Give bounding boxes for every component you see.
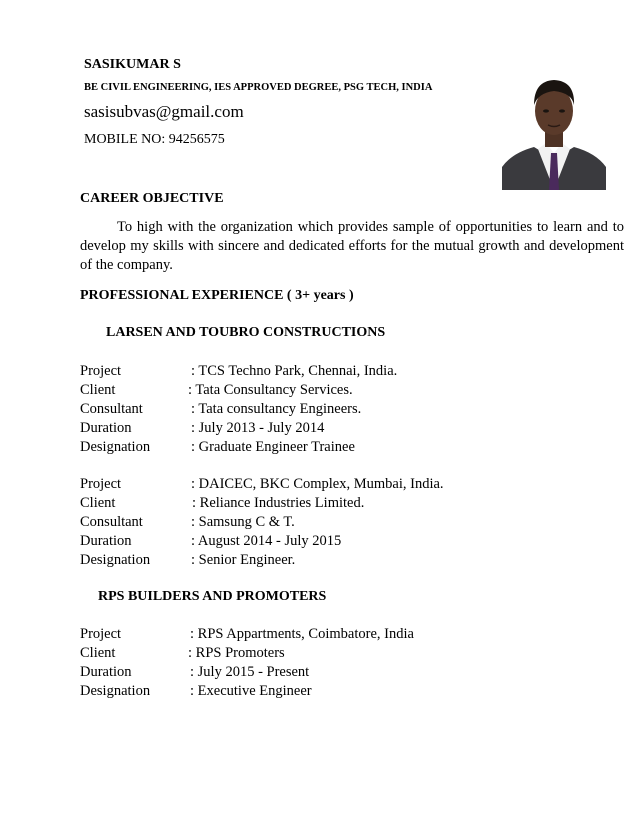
project-value: : TCS Techno Park, Chennai, India. — [191, 363, 398, 379]
consultant-label: Consultant — [80, 401, 143, 417]
designation-value: : Executive Engineer — [190, 683, 312, 699]
client-value: : Reliance Industries Limited. — [192, 495, 365, 511]
company-name: LARSEN AND TOUBRO CONSTRUCTIONS — [106, 325, 386, 340]
consultant-label: Consultant — [80, 514, 143, 530]
designation-label: Designation — [80, 683, 151, 699]
designation-value: : Graduate Engineer Trainee — [191, 439, 355, 455]
mobile-number: MOBILE NO: 94256575 — [84, 132, 225, 147]
duration-value: : July 2013 - July 2014 — [191, 420, 325, 436]
profile-photo — [502, 69, 606, 190]
client-label: Client — [80, 495, 116, 511]
company-name: RPS BUILDERS AND PROMOTERS — [98, 589, 327, 604]
consultant-value: : Tata consultancy Engineers. — [191, 401, 362, 417]
degree-line: BE CIVIL ENGINEERING, IES APPROVED DEGREE, PSG TECH, INDIA — [84, 82, 433, 93]
project-label: Project — [80, 363, 122, 379]
candidate-name: SASIKUMAR S — [84, 57, 181, 72]
designation-label: Designation — [80, 439, 151, 455]
email-address: sasisubvas@gmail.com — [84, 102, 244, 121]
duration-label: Duration — [80, 420, 132, 436]
professional-experience-heading: PROFESSIONAL EXPERIENCE ( 3+ years ) — [80, 288, 354, 303]
duration-label: Duration — [80, 664, 132, 680]
duration-label: Duration — [80, 533, 132, 549]
consultant-value: : Samsung C & T. — [191, 514, 295, 530]
project-value: : DAICEC, BKC Complex, Mumbai, India. — [191, 476, 444, 492]
client-value: : RPS Promoters — [188, 645, 285, 661]
client-value: : Tata Consultancy Services. — [188, 382, 353, 398]
project-value: : RPS Appartments, Coimbatore, India — [190, 626, 414, 642]
project-label: Project — [80, 626, 122, 642]
client-label: Client — [80, 382, 116, 398]
career-objective-text: To high with the organization which provides sample of opportunities to learn and to develop my skills with sincere and dedicated efforts for the mutual growth and development of the company. — [80, 219, 624, 273]
client-label: Client — [80, 645, 116, 661]
duration-value: : July 2015 - Present — [190, 664, 310, 680]
duration-value: : August 2014 - July 2015 — [191, 533, 342, 549]
designation-value: : Senior Engineer. — [191, 552, 296, 568]
designation-label: Designation — [80, 552, 151, 568]
project-label: Project — [80, 476, 122, 492]
career-objective-heading: CAREER OBJECTIVE — [80, 191, 224, 206]
